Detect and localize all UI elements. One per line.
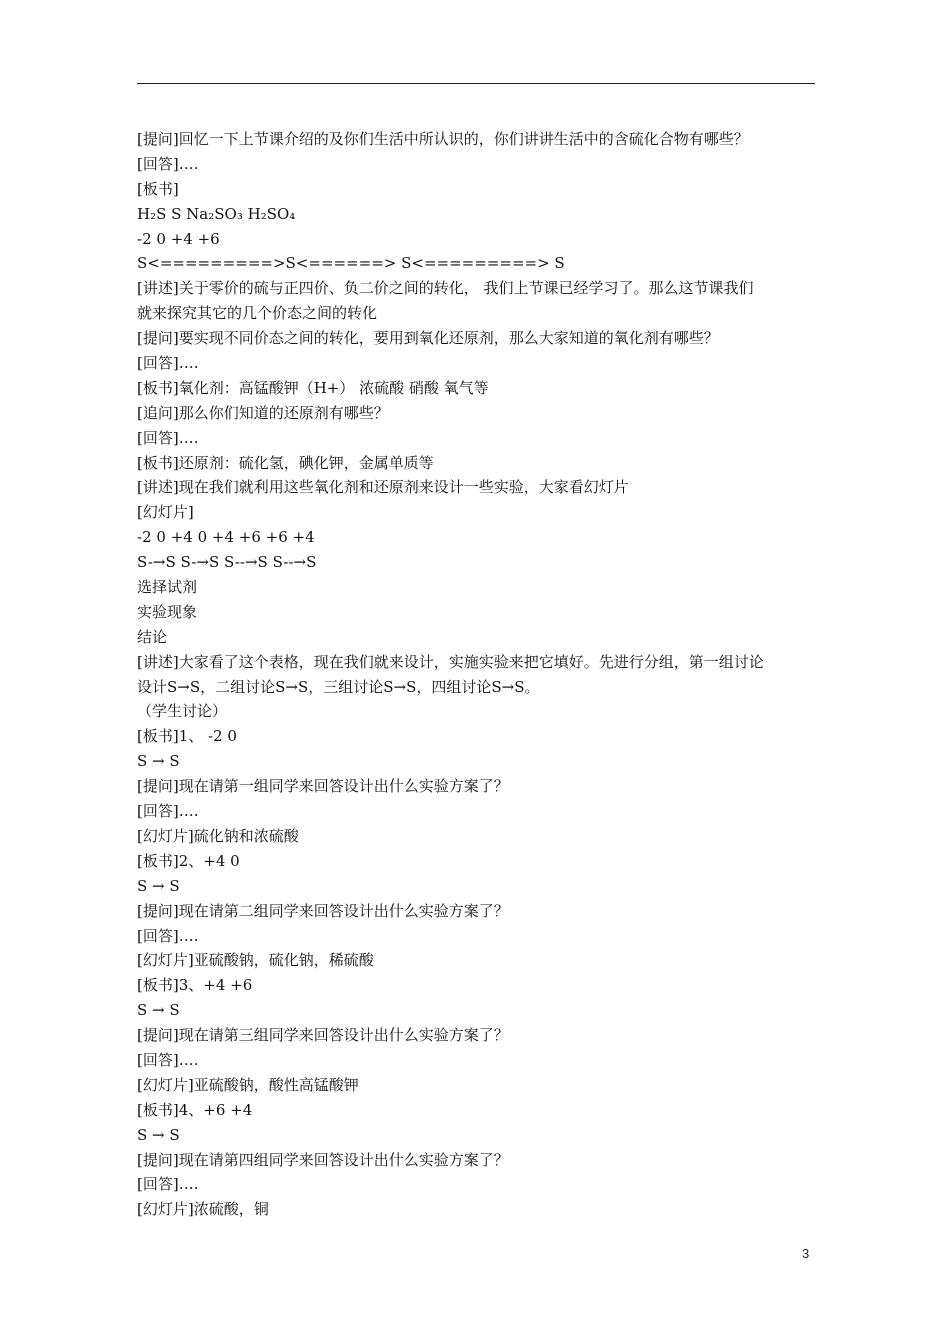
text-line: [板书]1、 -2 0 xyxy=(137,727,237,746)
formula-line: H₂S S Na₂SO₃ H₂SO₄ xyxy=(137,204,296,223)
document-body xyxy=(137,127,837,1222)
valence-line: -2 0 +4 +6 xyxy=(137,229,220,248)
text-line: [提问]现在请第四组同学来回答设计出什么实验方案了？ xyxy=(137,1150,509,1169)
text-line: [回答]…. xyxy=(137,1050,199,1069)
text-line: [幻灯片]亚硫酸钠，酸性高锰酸钾 xyxy=(137,1075,359,1094)
text-line: [提问]现在请第二组同学来回答设计出什么实验方案了？ xyxy=(137,901,509,920)
text-line: [板书]2、+4 0 xyxy=(137,851,240,870)
text-line: [提问]现在请第三组同学来回答设计出什么实验方案了？ xyxy=(137,1026,509,1045)
table-label: 实验现象 xyxy=(137,602,198,621)
text-line: [讲述]大家看了这个表格，现在我们就来设计，实施实验来把它填好。先进行分组，第一组讨论 xyxy=(137,652,764,671)
text-line: [提问]要实现不同价态之间的转化，要用到氧化还原剂，那么大家知道的氧化剂有哪些？ xyxy=(137,329,719,348)
text-line: [追问]那么你们知道的还原剂有哪些？ xyxy=(137,403,389,422)
header-rule xyxy=(137,83,815,84)
text-line: [幻灯片]硫化钠和浓硫酸 xyxy=(137,826,299,845)
text-line: [板书]氧化剂：高锰酸钾（H+） 浓硫酸 硝酸 氧气等 xyxy=(137,378,489,397)
text-line: [幻灯片]浓硫酸，铜 xyxy=(137,1200,269,1219)
text-line: [板书]还原剂：硫化氢，碘化钾，金属单质等 xyxy=(137,453,434,472)
valence-line: -2 0 +4 0 +4 +6 +6 +4 xyxy=(137,528,315,547)
text-line: 设计S→S，二组讨论S→S，三组讨论S→S，四组讨论S→S。 xyxy=(137,677,540,696)
text-line: [板书] xyxy=(137,179,179,198)
text-line: [回答]…. xyxy=(137,926,199,945)
text-line: [回答]…. xyxy=(137,354,199,373)
conversion-line: S-→S S-→S S--→S S--→S xyxy=(137,553,317,572)
text-line: [板书]3、+4 +6 xyxy=(137,976,253,995)
text-line: [回答]…. xyxy=(137,154,199,173)
conversion-line: S → S xyxy=(137,1125,180,1144)
table-label: 选择试剂 xyxy=(137,578,198,597)
text-line: [幻灯片]亚硫酸钠，硫化钠，稀硫酸 xyxy=(137,951,374,970)
text-line: [讲述]关于零价的硫与正四价、负二价之间的转化， 我们上节课已经学习了。那么这节课我们 xyxy=(137,279,754,298)
text-line: [回答]…. xyxy=(137,1175,199,1194)
conversion-line: S → S xyxy=(137,876,180,895)
text-line: 就来探究其它的几个价态之间的转化 xyxy=(137,304,378,323)
table-label: 结论 xyxy=(137,627,168,646)
conversion-line: S → S xyxy=(137,752,180,771)
page-number: 3 xyxy=(802,1246,810,1261)
text-line: [幻灯片] xyxy=(137,503,194,522)
conversion-line: S → S xyxy=(137,1001,180,1020)
text-line: （学生讨论） xyxy=(137,702,228,721)
text-line: [讲述]现在我们就利用这些氧化剂和还原剂来设计一些实验，大家看幻灯片 xyxy=(137,478,629,497)
text-line: [提问]回忆一下上节课介绍的及你们生活中所认识的，你们讲讲生活中的含硫化合物有哪些？ xyxy=(137,130,749,148)
text-line: [板书]4、+6 +4 xyxy=(137,1100,253,1119)
text-line: [提问]现在请第一组同学来回答设计出什么实验方案了？ xyxy=(137,777,509,796)
text-line: [回答]…. xyxy=(137,428,199,447)
text-line: [回答]…. xyxy=(137,802,199,821)
conversion-line: S<=========>S<======> S<=========> S xyxy=(137,254,565,273)
